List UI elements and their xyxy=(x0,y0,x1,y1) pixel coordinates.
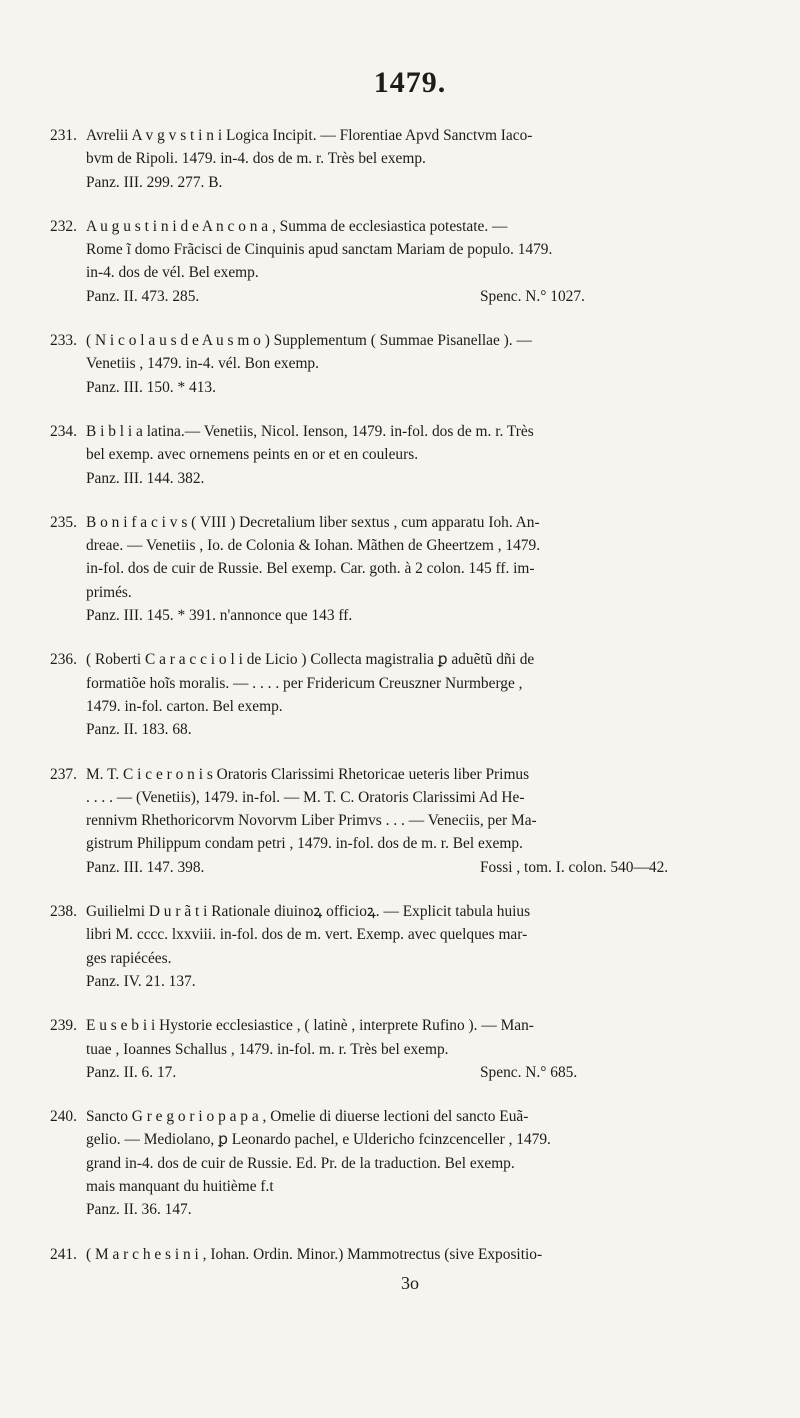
entry-reference: Panz. III. 145. * 391. n'annonce que 143 ff. xyxy=(86,607,353,625)
entry-text-line xyxy=(50,1152,770,1175)
entry-text-line xyxy=(50,672,770,695)
entry-text: Avrelii A v g v s t i n i Logica Incipit. — Florentiae Apvd Sanctvm Iaco- xyxy=(86,127,533,144)
page-folio: 3o xyxy=(401,1272,419,1293)
entry-text: gelio. — Mediolano, ꝑ Leonardo pachel, e Uldericho fcinzcenceller , 1479. xyxy=(86,1131,551,1149)
entry-text: in-fol. dos de cuir de Russie. Bel exemp. Car. goth. à 2 colon. 145 ff. im- xyxy=(86,560,535,578)
entry-text: Guilielmi D u r ã t i Rationale diuinoꝝ officioꝝ. — Explicit tabula huius xyxy=(86,903,531,921)
entry-text: ges rapiécées. xyxy=(86,949,172,967)
entry-text-line xyxy=(50,261,770,284)
entry-text: ( M a r c h e s i n i , Iohan. Ordin. Minor.) Mammotrectus (sive Expositio- xyxy=(86,1245,543,1263)
entry-number: 235. xyxy=(50,513,77,531)
entry-text-line xyxy=(50,581,770,604)
catalogue-entry xyxy=(50,215,770,308)
entry-text-line xyxy=(50,900,770,923)
entry-references xyxy=(50,1061,770,1084)
entry-text: libri M. cccc. lxxviii. in-fol. dos de m. vert. Exemp. avec quelques mar- xyxy=(86,926,528,944)
entry-reference: Panz. II. 473. 285. xyxy=(86,287,200,305)
entry-text: tuae , Ioannes Schallus , 1479. in-fol. m. r. Très bel exemp. xyxy=(86,1040,449,1058)
entry-text-line xyxy=(50,1038,770,1061)
entry-number: 237. xyxy=(50,765,77,783)
entry-text: E u s e b i i Hystorie ecclesiastice , ( latinè , interprete Rufino ). — Man- xyxy=(86,1017,534,1035)
entry-text: ( N i c o l a u s d e A u s m o ) Supplementum ( Summae Pisanellae ). — xyxy=(86,332,532,350)
entry-number: 238. xyxy=(50,903,77,921)
entry-text: A u g u s t i n i d e A n c o n a , Summa de ecclesiastica potestate. — xyxy=(86,217,508,235)
page-year-heading: 1479. xyxy=(373,66,447,99)
entry-text: bvm de Ripoli. 1479. in-4. dos de m. r. Très bel exemp. xyxy=(86,150,426,168)
catalogue-entry xyxy=(50,1014,770,1084)
entry-text: B o n i f a c i v s ( VIII ) Decretalium liber sextus , cum apparatu Ioh. An- xyxy=(86,513,540,531)
entry-text: grand in-4. dos de cuir de Russie. Ed. Pr. de la traduction. Bel exemp. xyxy=(86,1154,515,1172)
entry-text-line xyxy=(50,809,770,832)
catalogue-entry xyxy=(50,900,770,993)
entry-reference: Panz. III. 150. * 413. xyxy=(86,378,216,396)
entry-text-line xyxy=(50,1175,770,1198)
entry-reference: Panz. II. 36. 147. xyxy=(86,1201,192,1219)
catalogue-entry xyxy=(50,329,770,399)
catalogue-entry xyxy=(50,763,770,879)
catalogue-entry xyxy=(50,124,770,194)
entry-text-line xyxy=(50,534,770,557)
entry-text-line xyxy=(50,763,770,786)
entry-text: Rome ĩ domo Frãcisci de Cinquinis apud sanctam Mariam de populo. 1479. xyxy=(86,241,553,259)
entry-references xyxy=(50,467,770,490)
entry-number: 234. xyxy=(50,422,77,440)
entry-number: 232. xyxy=(50,217,77,235)
entry-references xyxy=(50,718,770,741)
entry-text: B i b l i a latina.— Venetiis, Nicol. Ienson, 1479. in-fol. dos de m. r. Très xyxy=(86,422,534,440)
entry-reference: Panz. III. 299. 277. B. xyxy=(86,173,223,191)
entry-reference: Panz. II. 6. 17. xyxy=(86,1063,177,1081)
entry-text: gistrum Philippum condam petri , 1479. in-fol. dos de m. r. Bel exemp. xyxy=(86,835,523,853)
entry-number: 241. xyxy=(50,1245,77,1263)
entry-text-line xyxy=(50,147,770,170)
entry-number: 231. xyxy=(50,127,77,144)
catalogue-entry xyxy=(50,648,770,741)
entry-reference: Panz. III. 147. 398. xyxy=(86,858,205,876)
entry-text-line xyxy=(50,947,770,970)
entry-references xyxy=(50,171,770,194)
entry-reference: Panz. IV. 21. 137. xyxy=(86,972,196,990)
entry-reference-secondary: Spenc. N.° 685. xyxy=(480,1063,578,1081)
entry-text: bel exemp. avec ornemens peints en or et en couleurs. xyxy=(86,446,419,464)
entry-text: M. T. C i c e r o n i s Oratoris Clarissimi Rhetoricae ueteris liber Primus xyxy=(86,765,530,783)
entry-text-line xyxy=(50,238,770,261)
entry-text-line xyxy=(50,557,770,580)
entry-text: Sancto G r e g o r i o p a p a , Omelie di diuerse lectioni del sancto Euã- xyxy=(86,1108,529,1126)
catalogue-entry xyxy=(50,420,770,490)
entry-reference: Panz. II. 183. 68. xyxy=(86,721,192,739)
entry-text-line xyxy=(50,786,770,809)
entry-references xyxy=(50,1198,770,1221)
entry-text: 1479. in-fol. carton. Bel exemp. xyxy=(86,697,283,715)
entry-text-line xyxy=(50,1243,770,1266)
entry-number: 236. xyxy=(50,651,77,669)
entry-text-line xyxy=(50,124,770,147)
entry-text: dreae. — Venetiis , Io. de Colonia & Iohan. Mãthen de Gheertzem , 1479. xyxy=(86,537,541,555)
entry-number: 239. xyxy=(50,1017,77,1035)
entry-text-line xyxy=(50,352,770,375)
entry-text: . . . . — (Venetiis), 1479. in-fol. — M. T. C. Oratoris Clarissimi Ad He- xyxy=(86,788,525,806)
entry-text-line xyxy=(50,420,770,443)
entry-text: in-4. dos de vél. Bel exemp. xyxy=(86,264,259,282)
entry-text-line xyxy=(50,695,770,718)
entry-reference: Panz. III. 144. 382. xyxy=(86,469,205,487)
entry-text: Venetiis , 1479. in-4. vél. Bon exemp. xyxy=(86,355,319,373)
entry-text: mais manquant du huitième f.t xyxy=(86,1177,274,1195)
entry-text-line xyxy=(50,1014,770,1037)
entry-references xyxy=(50,970,770,993)
entry-references xyxy=(50,285,770,308)
entry-text-line xyxy=(50,443,770,466)
entry-text-line xyxy=(50,1105,770,1128)
entry-text-line xyxy=(50,923,770,946)
entry-references xyxy=(50,856,770,879)
entry-reference-secondary: Spenc. N.° 1027. xyxy=(480,287,585,305)
catalogue-entry xyxy=(50,511,770,627)
entry-text-line xyxy=(50,329,770,352)
entry-reference-secondary: Fossi , tom. I. colon. 540—42. xyxy=(480,858,669,876)
entry-text-line xyxy=(50,511,770,534)
entry-text-line xyxy=(50,832,770,855)
catalogue-entry xyxy=(50,1243,770,1266)
entry-text: rennivm Rhethoricorvm Novorvm Liber Primvs . . . — Veneciis, per Ma- xyxy=(86,812,537,830)
entry-text-line xyxy=(50,1128,770,1151)
entry-number: 233. xyxy=(50,332,77,350)
entry-references xyxy=(50,376,770,399)
entries-list xyxy=(50,124,770,1266)
entry-number: 240. xyxy=(50,1108,77,1126)
entry-text: ( Roberti C a r a c c i o l i de Licio ) Collecta magistralia ꝑ aduẽtũ dñi de xyxy=(86,651,535,669)
entry-text: primés. xyxy=(86,583,132,601)
entry-text: formatiõe hoĩs moralis. — . . . . per Fridericum Creuszner Nurmberge , xyxy=(86,674,523,692)
catalogue-entry xyxy=(50,1105,770,1221)
entry-text-line xyxy=(50,215,770,238)
entry-text-line xyxy=(50,648,770,671)
entry-references xyxy=(50,604,770,627)
